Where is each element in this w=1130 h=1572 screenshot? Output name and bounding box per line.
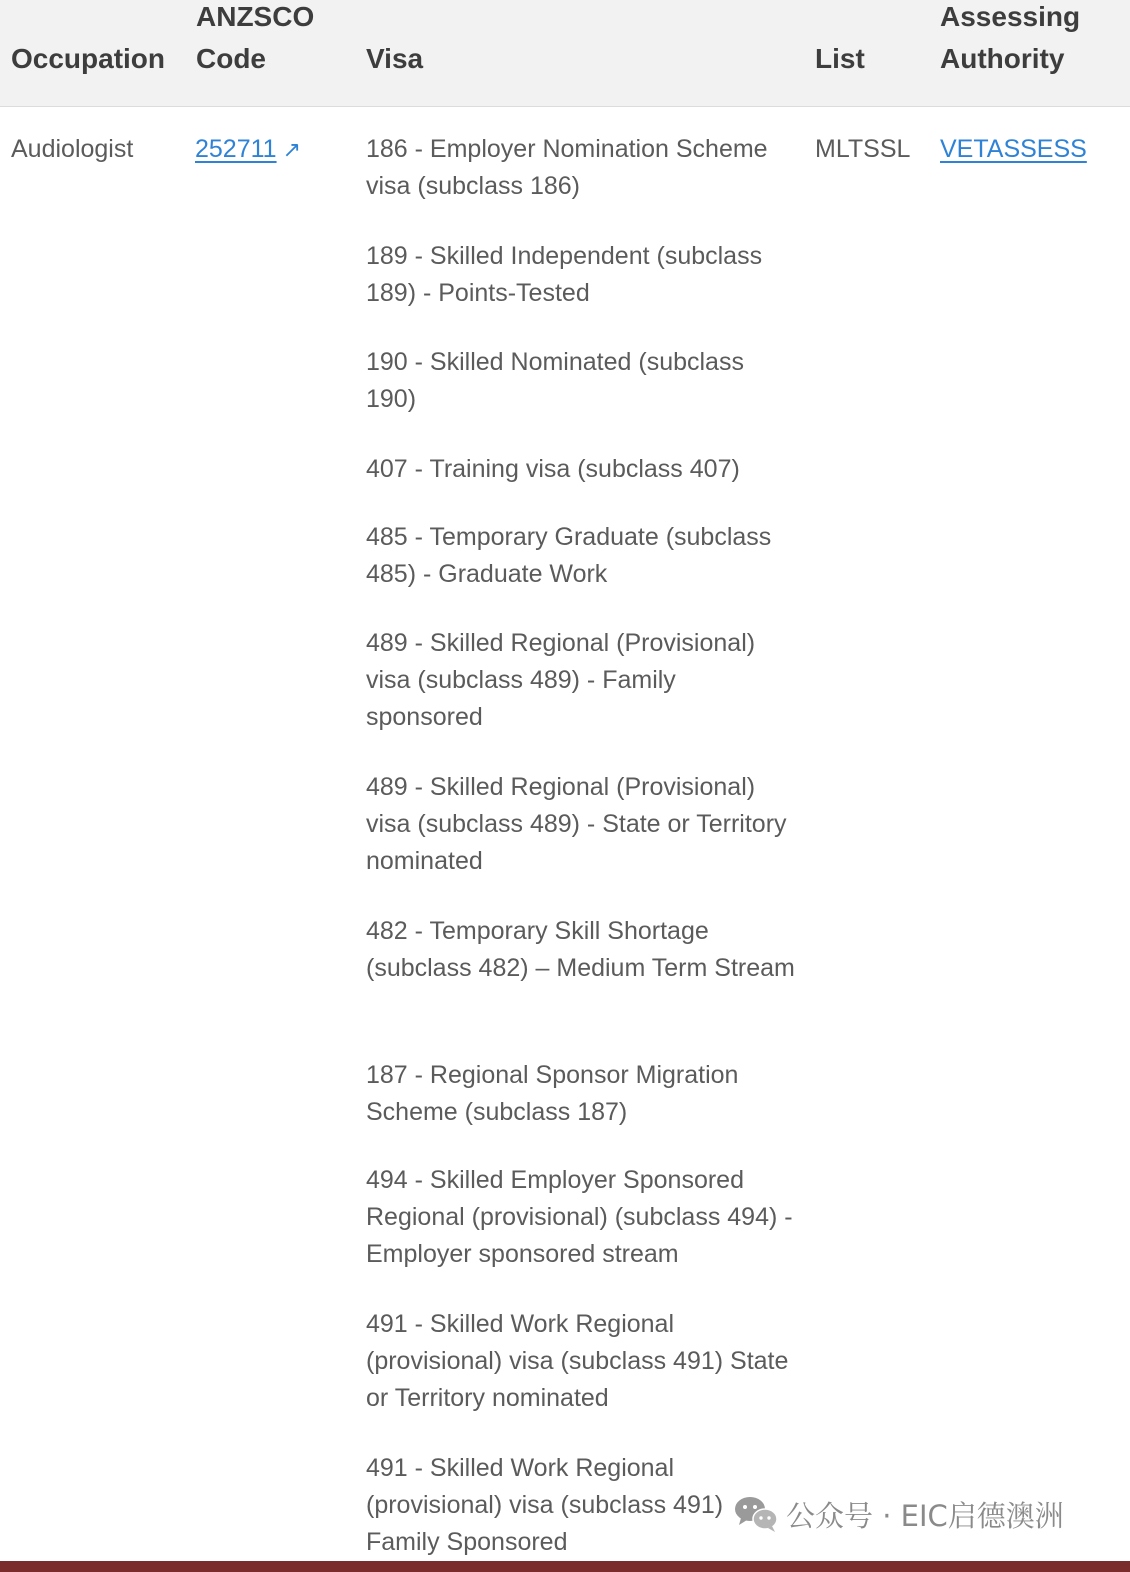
visa-item: 189 - Skilled Independent (subclass 189) - Points-Tested: [366, 242, 763, 307]
watermark: [732, 1493, 1068, 1535]
column-header-anzsco-line2: Code: [196, 43, 266, 74]
anzsco-code-text: 252711: [195, 135, 277, 163]
column-header-anzsco-code: [196, 0, 314, 80]
visa-item: 489 - Skilled Regional (Provisional) visa (subclass 489) - Family sponsored: [366, 629, 756, 731]
column-header-authority-line1: Assessing: [940, 1, 1081, 32]
visa-item: 187 - Regional Sponsor Migration Scheme (subclass 187): [366, 1061, 739, 1126]
bottom-bar: [0, 1561, 1130, 1572]
visa-item: 494 - Skilled Employer Sponsored Regional (provisional) (subclass 494) - Employer sponsored stream: [366, 1166, 793, 1268]
column-header-occupation: Occupation: [11, 43, 166, 74]
table-header: [0, 0, 1130, 107]
visa-item: 190 - Skilled Nominated (subclass 190): [366, 348, 744, 413]
anzsco-code-link[interactable]: [195, 131, 301, 168]
visa-item: 489 - Skilled Regional (Provisional) visa (subclass 489) - State or Territory nominated: [366, 773, 787, 875]
wechat-icon: [732, 1494, 780, 1534]
assessing-authority-link[interactable]: VETASSESS: [940, 135, 1087, 163]
column-header-assessing-authority: [940, 0, 1080, 80]
column-header-authority-line2: Authority: [940, 43, 1065, 74]
column-header-anzsco-line1: ANZSCO: [196, 1, 315, 32]
watermark-text: 公众号 · EIC启德澳洲: [786, 1498, 1064, 1533]
visa-item: 186 - Employer Nomination Scheme visa (subclass 186): [366, 135, 768, 200]
visa-item: 485 - Temporary Graduate (subclass 485) - Graduate Work: [366, 523, 772, 588]
external-link-icon: ↗: [282, 137, 302, 162]
list-cell: MLTSSL: [815, 135, 911, 163]
column-header-list: List: [815, 43, 865, 74]
column-header-visa: Visa: [366, 43, 424, 74]
occupation-cell: Audiologist: [11, 135, 134, 163]
visa-item: 491 - Skilled Work Regional (provisional) visa (subclass 491) State or Territory nominated: [366, 1310, 789, 1412]
visa-item: 491 - Skilled Work Regional (provisional) visa (subclass 491) Family Sponsored: [366, 1454, 724, 1556]
visa-item: 482 - Temporary Skill Shortage (subclass 482) – Medium Term Stream: [366, 917, 795, 982]
visa-item: 407 - Training visa (subclass 407): [366, 455, 740, 483]
